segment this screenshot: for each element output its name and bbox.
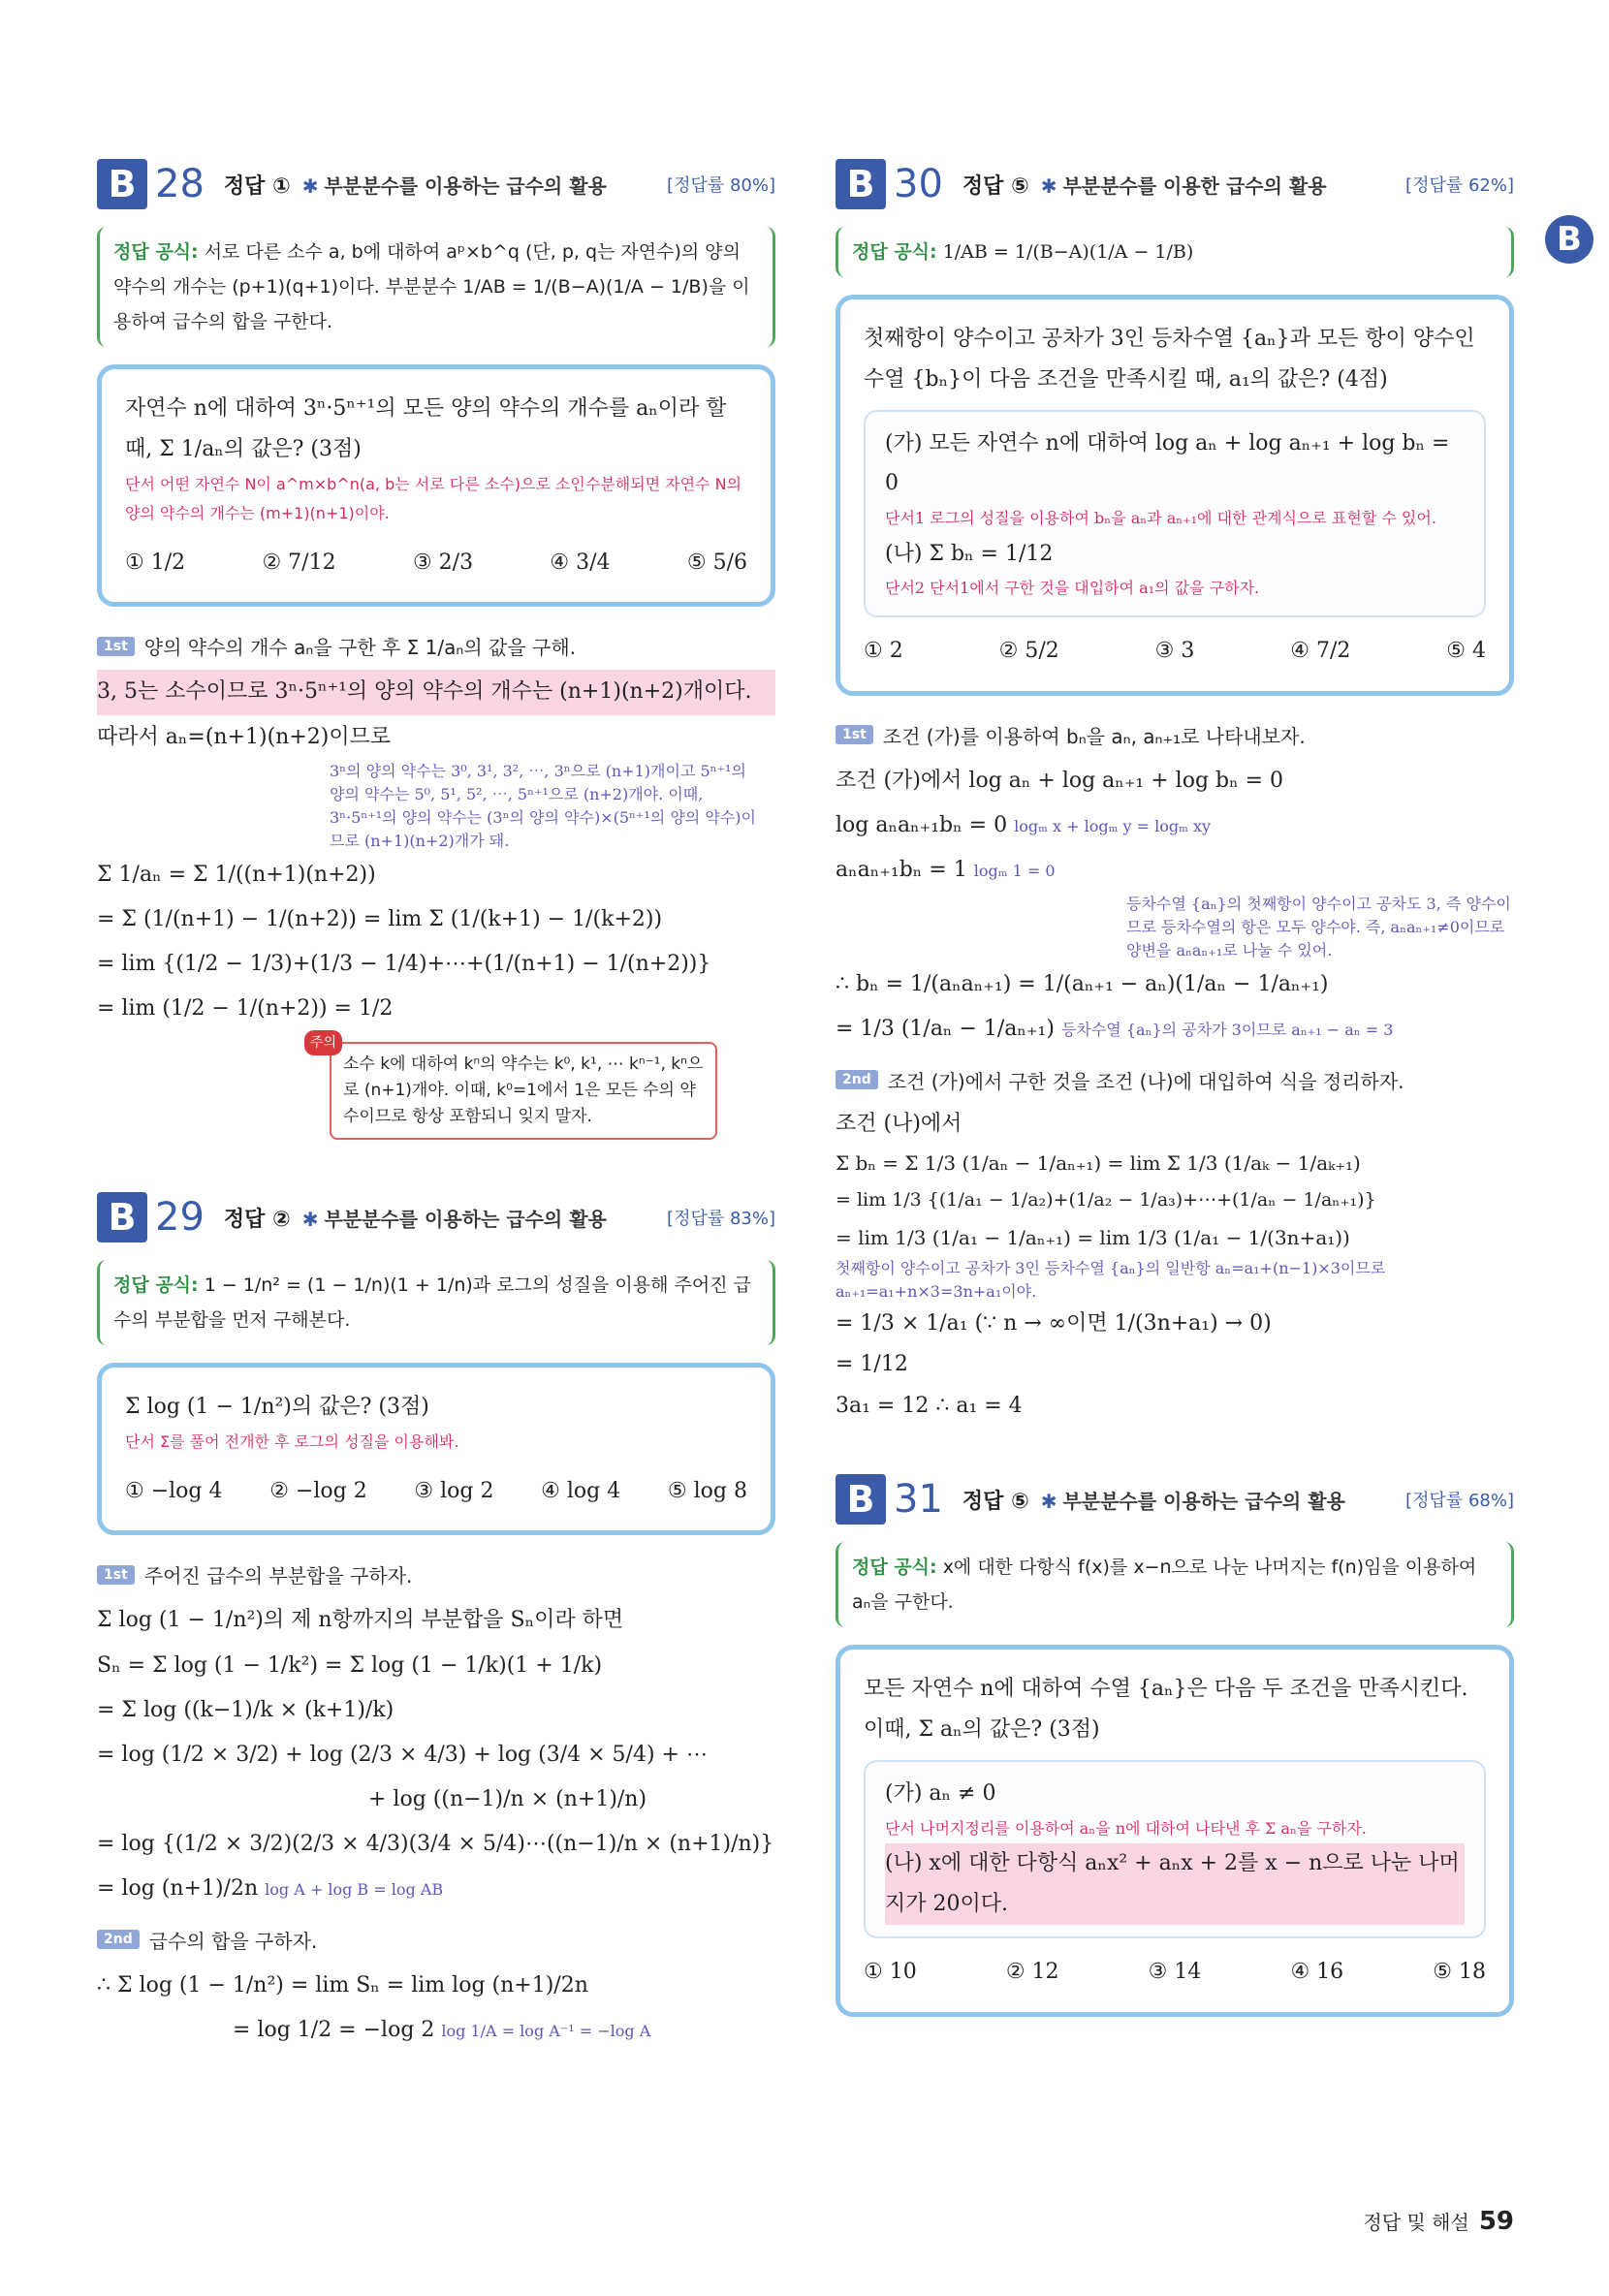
problem-28 [97,155,775,1140]
choice-5[interactable]: ⑤ log 8 [667,1478,747,1503]
solution-step: log aₙaₙ₊₁bₙ = 0 [836,812,1008,837]
choice-5[interactable]: ⑤ 5/6 [686,550,747,575]
choice-1[interactable]: ① 1/2 [125,550,186,575]
note: 등차수열 {aₙ}의 첫째항이 양수이고 공차도 3, 즉 양수이므로 등차수열의 항은 모두 양수야. 즉, aₙaₙ₊₁≠0이므로 양변을 aₙaₙ₊₁로 나눌 수 있어. [1126,895,1511,960]
solution-line: Sₙ = Σ log (1 − 1/k²) = Σ log (1 − 1/k)(1 + 1/k) [97,1652,603,1678]
choice-2[interactable]: ② −log 2 [269,1478,367,1503]
caution-box [310,1034,717,1141]
choice-5[interactable]: ⑤ 18 [1433,1959,1486,1984]
solution-line [836,848,1514,893]
problem-number: 29 [155,1195,205,1241]
choices [125,1471,747,1512]
solution-line: = log {(1/2 × 3/2)(2/3 × 4/3)(3/4 × 5/4)⋯((n−1)/n × (n+1)/n)} [97,1832,774,1857]
topic: ✱ 부분분수를 이용하는 급수의 활용 [302,1204,607,1232]
step-badge: 2nd [836,1070,878,1089]
condition-box [864,1760,1486,1938]
solution-step: aₙaₙ₊₁bₙ = 1 [836,858,967,883]
choice-4[interactable]: ④ 3/4 [550,550,611,575]
choice-3[interactable]: ③ 3 [1154,638,1195,663]
solution-line: = log (1/2 × 3/2) + log (2/3 × 4/3) + log (3/4 × 5/4) + ⋯ [97,1742,708,1767]
solution [97,1964,775,2053]
correct-rate: [정답률 62%] [1405,175,1514,196]
step-text: 조건 (가)를 이용하여 bₙ을 aₙ, aₙ₊₁로 나타내보자. [882,724,1306,748]
correct-rate: [정답률 83%] [667,1209,775,1230]
solution [97,670,775,1031]
answer-label: 정답 ⑤ [962,173,1029,199]
answer-formula [836,227,1514,277]
question-text: Σ log (1 − 1/n²)의 값은? (3점) [125,1395,429,1420]
solution [97,1598,775,1911]
formula-label: 정답 공식: [852,241,937,263]
note: 첫째항이 양수이고 공차가 3인 등차수열 {aₙ}의 일반항 aₙ=a₁+(n−1)×3이므로 aₙ₊₁=a₁+n×3=3n+a₁이야. [836,1258,1386,1301]
solution-line: = 1/12 [836,1352,908,1377]
problem-number: 30 [894,162,943,206]
choice-4[interactable]: ④ 16 [1290,1959,1344,1984]
note: logₘ 1 = 0 [973,862,1056,881]
solution-line: ∴ Σ log (1 − 1/n²) = lim Sₙ = lim log (n+1)/2n [97,1972,588,1997]
choice-3[interactable]: ③ 14 [1148,1959,1202,1984]
condition-box [864,410,1486,617]
correct-rate: [정답률 80%] [667,175,775,196]
solution-line [233,2008,775,2053]
hint: 단서 나머지정리를 이용하여 aₙ을 n에 대하여 나타낸 후 Σ aₙ을 구하자. [885,1818,1367,1838]
choice-2[interactable]: ② 5/2 [998,638,1059,663]
choices [864,1952,1486,1993]
solution-line: Σ bₙ = Σ 1/3 (1/aₙ − 1/aₙ₊₁) = lim Σ 1/3 (1/aₖ − 1/aₖ₊₁) [836,1151,1361,1176]
left-column [97,155,775,2053]
step-text: 양의 약수의 개수 aₙ을 구한 후 Σ 1/aₙ의 값을 구해. [143,636,577,660]
answer-label: 정답 ① [223,173,291,199]
formula-text: 1 − 1/n² = (1 − 1/n)(1 + 1/n)과 로그의 성질을 이용해 주어진 급수의 부분합을 먼저 구해본다. [113,1274,751,1332]
solution-line [836,803,1514,848]
choice-1[interactable]: ① 10 [864,1959,917,1984]
hint-2: 단서2 단서1에서 구한 것을 대입하여 a₁의 값을 구하자. [885,579,1260,598]
topic: ✱ 부분분수를 이용하는 급수의 활용 [302,171,607,199]
step-2 [97,1926,775,1954]
step-badge: 2nd [97,1930,140,1949]
question-box [97,364,775,607]
solution-line: = Σ (1/(n+1) − 1/(n+2)) = lim Σ (1/(k+1) − 1/(k+2)) [97,907,663,932]
problem-header [836,155,1514,213]
answer-label: 정답 ② [223,1207,291,1232]
right-column [836,155,1514,2042]
formula-text: 서로 다른 소수 a, b에 대하여 aᵖ×b^q (단, p, q는 자연수)의 양의 약수의 개수는 (p+1)(q+1)이다. 부분분수 1/AB = 1/(B−A)(1/A − 1/B)을 이용하여 급수의 합을 구한다. [113,241,750,333]
step-1 [836,721,1514,749]
solution [836,1104,1514,1429]
answer-formula [836,1542,1514,1627]
solution-line: Σ 1/aₙ = Σ 1/((n+1)(n+2)) [97,862,376,887]
solution-line: 3, 5는 소수이므로 3ⁿ·5ⁿ⁺¹의 양의 약수의 개수는 (n+1)(n+2)개이다. [97,670,775,714]
choice-2[interactable]: ② 12 [1005,1959,1059,1984]
answer-formula [97,227,775,347]
condition-a: (가) 모든 자연수 n에 대하여 log aₙ + log aₙ₊₁ + log bₙ = 0 [885,430,1450,496]
solution-line: Σ log (1 − 1/n²)의 제 n항까지의 부분합을 Sₙ이라 하면 [97,1608,624,1633]
solution-line [836,1007,1514,1052]
answer-label: 정답 ⑤ [962,1489,1029,1514]
note: log 1/A = log A⁻¹ = −log A [441,2021,651,2040]
solution-line: + log ((n−1)/n × (n+1)/n) [368,1787,647,1812]
condition-b: (나) Σ bₙ = 1/12 [885,541,1054,566]
question-box [97,1363,775,1535]
choices [864,631,1486,672]
solution-line: = lim (1/2 − 1/(n+2)) = 1/2 [97,996,394,1022]
question-box [836,1645,1514,2016]
problem-31 [836,1470,1514,2016]
question-text: 자연수 n에 대하여 3ⁿ·5ⁿ⁺¹의 모든 양의 약수의 개수를 aₙ이라 할 때, Σ 1/aₙ의 값은? (3점) [125,396,727,462]
problem-header [97,155,775,213]
hint: 단서 Σ를 풀어 전개한 후 로그의 성질을 이용해봐. [125,1432,459,1452]
step-1 [97,632,775,660]
choice-1[interactable]: ① −log 4 [125,1478,223,1503]
solution-line: = Σ log ((k−1)/k × (k+1)/k) [97,1697,394,1722]
footer-label: 정답 및 해설 [1363,2211,1469,2234]
solution-line: 따라서 aₙ=(n+1)(n+2)이므로 [97,724,392,749]
choice-1[interactable]: ① 2 [864,638,903,663]
section-badge: B [1545,215,1593,264]
question-box [836,295,1514,696]
caution-tag: 주의 [304,1030,342,1055]
problem-29 [97,1188,775,2053]
level-badge: B [836,1474,886,1525]
solution-line: = 1/3 × 1/a₁ (∵ n → ∞이면 1/(3n+a₁) → 0) [836,1310,1272,1336]
solution-line: ∴ bₙ = 1/(aₙaₙ₊₁) = 1/(aₙ₊₁ − aₙ)(1/aₙ − 1/aₙ₊₁) [836,972,1329,997]
solution-line: = lim 1/3 {(1/a₁ − 1/a₂)+(1/a₂ − 1/a₃)+⋯+(1/aₙ − 1/aₙ₊₁)} [836,1189,1376,1211]
problem-number: 28 [155,162,205,206]
note: log A + log B = log AB [265,1880,444,1900]
level-badge: B [97,159,147,209]
question-text: 첫째항이 양수이고 공차가 3인 등차수열 {aₙ}과 모든 항이 양수인 수열 {bₙ}이 다음 조건을 만족시킬 때, a₁의 값은? (4점) [864,327,1475,392]
choice-4[interactable]: ④ 7/2 [1290,638,1351,663]
choices [125,543,747,583]
solution-result: = log 1/2 = −log 2 [233,2017,435,2042]
page-number: 59 [1478,2207,1514,2236]
problem-header [836,1470,1514,1528]
step-badge: 1st [97,637,135,656]
solution-line: 조건 (나)에서 [836,1111,962,1136]
level-badge: B [836,159,886,209]
choice-5[interactable]: ⑤ 4 [1446,638,1486,663]
solution-result: = log (n+1)/2n [97,1876,259,1902]
solution [836,759,1514,1053]
condition-b: (나) x에 대한 다항식 aₙx² + aₙx + 2를 x − n으로 나눈 나머지가 20이다. [885,1843,1465,1925]
step-2 [836,1066,1514,1094]
step-text: 조건 (가)에서 구한 것을 조건 (나)에 대입하여 식을 정리하자. [887,1069,1404,1093]
answer-formula [97,1260,775,1345]
step-badge: 1st [97,1565,135,1585]
topic: ✱ 부분분수를 이용한 급수의 활용 [1041,171,1327,199]
formula-text: x에 대한 다항식 f(x)를 x−n으로 나눈 나머지는 f(n)임을 이용하여 aₙ을 구한다. [852,1557,1477,1614]
page-footer [1363,2207,1514,2236]
step-text: 급수의 합을 구하자. [148,1929,318,1953]
step-1 [97,1560,775,1588]
step-badge: 1st [836,725,873,744]
formula-text: 1/AB = 1/(B−A)(1/A − 1/B) [942,241,1194,263]
solution-line: = lim 1/3 (1/a₁ − 1/aₙ₊₁) = lim 1/3 (1/a₁ − 1/(3n+a₁)) [836,1225,1350,1249]
choice-3[interactable]: ③ 2/3 [412,550,474,575]
note: logₘ x + logₘ y = logₘ xy [1014,816,1212,835]
correct-rate: [정답률 68%] [1405,1491,1514,1512]
choice-4[interactable]: ④ log 4 [541,1478,621,1503]
step-text: 주어진 급수의 부분합을 구하자. [143,1564,413,1588]
solution-line [97,1867,775,1911]
solution-line: 조건 (가)에서 log aₙ + log aₙ₊₁ + log bₙ = 0 [836,768,1284,793]
problem-header [97,1188,775,1246]
caution-text: 소수 k에 대하여 kⁿ의 약수는 k⁰, k¹, ⋯ kⁿ⁻¹, kⁿ으로 (n+1)개야. 이때, k⁰=1에서 1은 모든 수의 약수이므로 항상 포함되니 잊지 말자. [343,1054,704,1126]
hint: 단서 어떤 자연수 N이 a^m×b^n(a, b는 서로 다른 소수)으로 소인수분해되면 자연수 N의 양의 약수의 개수는 (m+1)(n+1)이야. [125,474,742,523]
choice-3[interactable]: ③ log 2 [414,1478,494,1503]
note: 등차수열 {aₙ}의 공차가 3이므로 aₙ₊₁ − aₙ = 3 [1060,1021,1394,1040]
solution-step: = 1/3 (1/aₙ − 1/aₙ₊₁) [836,1017,1055,1042]
formula-label: 정답 공식: [113,1274,199,1297]
level-badge: B [97,1192,147,1242]
note: 3ⁿ의 양의 약수는 3⁰, 3¹, 3², ⋯, 3ⁿ으로 (n+1)개이고 5ⁿ⁺¹의 양의 약수는 5⁰, 5¹, 5², ⋯, 5ⁿ⁺¹으로 (n+2)개야. 이때, 3ⁿ·5ⁿ⁺¹의 양의 약수는 (3ⁿ의 양의 약수)×(5ⁿ⁺¹의 양의 약수)이므로 (n+1)(n+2)개가 돼. [330,761,756,850]
condition-a: (가) aₙ ≠ 0 [885,1780,996,1806]
hint-1: 단서1 로그의 성질을 이용하여 bₙ을 aₙ과 aₙ₊₁에 대한 관계식으로 표현할 수 있어. [885,509,1436,528]
formula-label: 정답 공식: [852,1557,937,1579]
choice-2[interactable]: ② 7/12 [262,550,336,575]
solution-line: = lim {(1/2 − 1/3)+(1/3 − 1/4)+⋯+(1/(n+1) − 1/(n+2))} [97,952,711,977]
question-text: 모든 자연수 n에 대하여 수열 {aₙ}은 다음 두 조건을 만족시킨다. 이때, Σ aₙ의 값은? (3점) [864,1677,1468,1743]
solution-line: 3a₁ = 12 ∴ a₁ = 4 [836,1394,1023,1419]
formula-label: 정답 공식: [113,241,199,263]
problem-number: 31 [894,1477,943,1523]
topic: ✱ 부분분수를 이용하는 급수의 활용 [1041,1486,1345,1514]
problem-30 [836,155,1514,1428]
